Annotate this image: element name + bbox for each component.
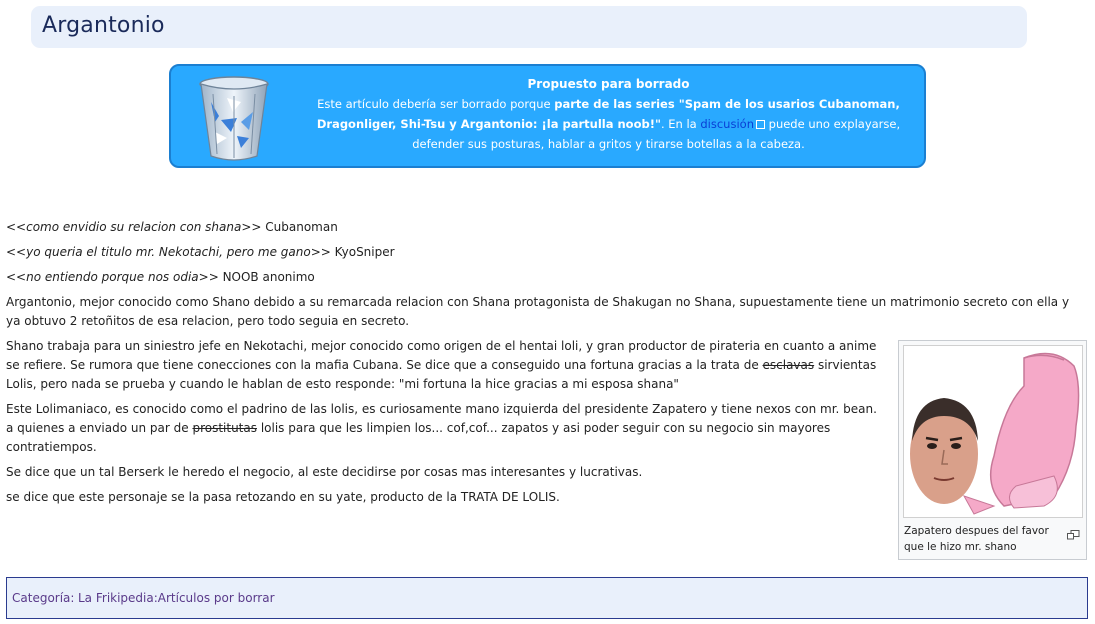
deletion-notice-body: Este artículo debería ser borrado porque parte de las series "Spam de los usarios Cubanoman, Dragonliger, Shi-Tsu y Argantonio: ¡la partulla noob!". En la discusión puede uno explayarse, defender sus posturas, hablar a gritos y tirarse botellas a la cabeza. (316, 97, 901, 151)
thumbnail-caption: Zapatero despues del favor que le hizo mr. shano (904, 525, 1049, 553)
thumbnail-frame (898, 340, 1087, 560)
deletion-notice (169, 64, 926, 168)
deletion-notice-heading: Propuesto para borrado (527, 77, 690, 91)
category-link[interactable]: La Frikipedia:Artículos por borrar (78, 591, 275, 605)
thumbnail-image[interactable] (903, 345, 1083, 518)
paragraph-work: Shano trabaja para un siniestro jefe en Nekotachi, mejor conocido como origen de el hentai loli, y gran productor de pirateria en cuanto a anime se refiere. Se rumora que tiene conecciones con la mafia Cubana. Se dice que a conseguido una fortuna gracias a la trata de esclavas sirvientas Lolis, pero nada se prueba y cuando le hablan de esto responde: "mi fortuna la hice gracias a mi esposa shana" (6, 339, 877, 391)
quote-line: <<no entiendo porque nos odia>> NOOB anonimo (6, 270, 315, 284)
paragraph-intro: Argantonio, mejor conocido como Shano debido a su remarcada relacion con Shana protagonista de Shakugan no Shana, supuestamente tiene un matrimonio secreto con ella y ya obtuvo 2 retoñitos de esa relacion, pero todo seguia en secreto. (6, 295, 1070, 328)
paragraph-yate: se dice que este personaje se la pasa retozando en su yate, producto de la TRATA DE LOLIS. (6, 490, 560, 504)
page-title-bar (31, 6, 1027, 48)
external-link-icon (756, 120, 765, 129)
enlarge-icon[interactable] (1067, 525, 1080, 535)
paragraph-lolimaniaco: Este Lolimaniaco, es conocido como el padrino de las lolis, es curiosamente mano izquierda del presidente Zapatero y tiene nexos con mr. bean. a quienes a enviado un par de prostitutas lolis para que les limpien los... cof,cof... zapatos y asi poder seguir con su negocio sin mayores contratiempos. (6, 402, 877, 454)
category-label[interactable]: Categoría: (12, 591, 75, 605)
category-box (6, 577, 1088, 619)
paragraph-berserk: Se dice que un tal Berserk le heredo el negocio, al este decidirse por cosas mas interesantes y lucrativas. (6, 465, 643, 479)
discussion-link[interactable]: discusión (700, 117, 754, 131)
quote-line: <<yo queria el titulo mr. Nekotachi, pero me gano>> KyoSniper (6, 245, 395, 259)
page-title: Argantonio (42, 13, 165, 38)
deletion-reason: parte de las series "Spam de los usarios Cubanoman, Dragonliger, Shi-Tsu y Argantonio: ¡la partulla noob!" (316, 97, 900, 131)
quote-line: <<como envidio su relacion con shana>> Cubanoman (6, 220, 338, 234)
recycle-bin-icon (197, 72, 271, 162)
